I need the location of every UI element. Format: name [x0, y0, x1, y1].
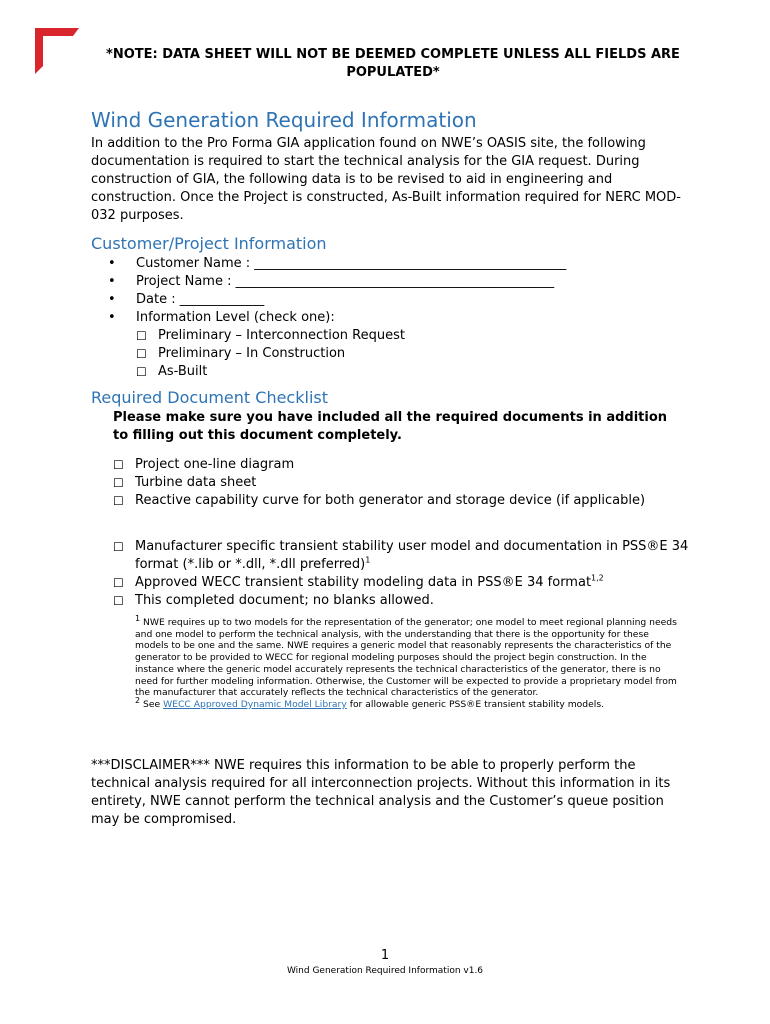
footer-doc-title: Wind Generation Required Information v1.6 — [286, 966, 484, 976]
disclaimer: ***DISCLAIMER*** NWE requires this information to be able to properly perform the technical analysis required for all interconnection projects. Without this information in its entirety, NWE cannot perform the technical analysis and the Customer’s queue position may be compromised. — [91, 758, 671, 827]
date-field[interactable]: Date : _____________ — [136, 292, 265, 307]
checklist-item-one-line[interactable]: ☐ Project one-line diagram — [113, 457, 295, 472]
checkbox-icon[interactable]: ☐ — [113, 458, 124, 472]
corner-logo-icon — [35, 28, 81, 74]
checkbox-icon[interactable]: ☐ — [136, 347, 147, 361]
checklist-section-heading: Required Document Checklist — [91, 388, 328, 407]
list-item — [108, 255, 708, 273]
checklist-item-turbine-data[interactable]: ☐ Turbine data sheet — [113, 475, 257, 490]
checklist-item-wecc-data[interactable]: ☐ Approved WECC transient stability modeling data in PSS®E 34 format$^{1,2}$ — [113, 573, 604, 590]
intro-paragraph: In addition to the Pro Forma GIA application found on NWE’s OASIS site, the following documentation is required to start the technical analysis for the GIA request. During construction of GIA, the following data is to be revised to aid in engineering and construction. Once the Project is constructed, As-Built information required for NERC MOD-032 purposes. — [91, 136, 681, 223]
bullet-icon: • — [108, 292, 116, 307]
list-item — [108, 309, 708, 327]
footnote-ref: 1,2 — [591, 573, 604, 583]
customer-section-heading: Customer/Project Information — [91, 234, 327, 253]
footnote-ref: 1 — [365, 555, 371, 565]
info-level-label: Information Level (check one): — [136, 310, 335, 325]
footnotes — [135, 613, 680, 711]
checkbox-icon[interactable]: ☐ — [136, 365, 147, 379]
checkbox-icon[interactable]: ☐ — [113, 476, 124, 490]
list-item — [108, 273, 708, 291]
bullet-icon: • — [108, 274, 116, 289]
completion-note: *NOTE: DATA SHEET WILL NOT BE DEEMED COMPLETE UNLESS ALL FIELDS ARE POPULATED* — [106, 47, 680, 80]
bullet-icon: • — [108, 310, 116, 325]
checkbox-icon[interactable]: ☐ — [113, 594, 124, 608]
footnote-2: $^2$ See WECC Approved Dynamic Model Library for allowable generic PSS®E transient stability models. — [135, 695, 605, 710]
checklist-item-completed-doc[interactable]: ☐ This completed document; no blanks allowed. — [113, 593, 434, 608]
footnote-1: $^1$ NWE requires up to two models for the representation of the generator; one model to meet regional planning needs and one model to perform the technical analysis, with the understanding that there is the opportunity for these models to be one and the same. NWE requires a generic model that reasonably represents the characteristics of the generator to be provided to WECC for regional modeling purposes should the project begin construction. In the instance where the generic model accurately represents the technical characteristics of the generator, there is no need for further modeling information. Otherwise, the Customer will be expected to provide a proprietary model from the manufacturer that accurately reflects the technical characteristics of the generator. — [135, 613, 677, 699]
info-level-option-as-built[interactable]: ☐ As-Built — [136, 364, 208, 379]
page-number: 1 — [380, 948, 390, 963]
checklist-group-1 — [113, 456, 703, 510]
wecc-model-library-link[interactable]: WECC Approved Dynamic Model Library — [163, 698, 347, 710]
customer-name-field[interactable]: Customer Name : ________________________________________________ — [136, 256, 567, 271]
bullet-icon: • — [108, 256, 116, 271]
info-level-option-preliminary-construction[interactable]: ☐ Preliminary – In Construction — [136, 346, 346, 361]
page-title: Wind Generation Required Information — [91, 108, 477, 132]
checklist-item-reactive-curve[interactable]: ☐ Reactive capability curve for both generator and storage device (if applicable) — [113, 493, 646, 508]
checkbox-icon[interactable]: ☐ — [136, 329, 147, 343]
project-name-field[interactable]: Project Name : _________________________________________________ — [136, 274, 555, 289]
checkbox-icon[interactable]: ☐ — [113, 576, 124, 590]
checklist-instruction: Please make sure you have included all the required documents in addition to filling out this document completely. — [113, 410, 668, 443]
checkbox-icon[interactable]: ☐ — [113, 540, 124, 554]
checklist-group-2 — [113, 538, 703, 610]
info-level-option-preliminary-ir[interactable]: ☐ Preliminary – Interconnection Request — [136, 328, 405, 343]
checkbox-icon[interactable]: ☐ — [113, 494, 124, 508]
checklist-item-user-model[interactable]: ☐ Manufacturer specific transient stability user model and documentation in PSS®E 34 format (*.lib or *.dll, *.dll preferred)$^1$ — [113, 539, 689, 572]
customer-info-list — [108, 255, 708, 381]
list-item — [108, 291, 708, 309]
